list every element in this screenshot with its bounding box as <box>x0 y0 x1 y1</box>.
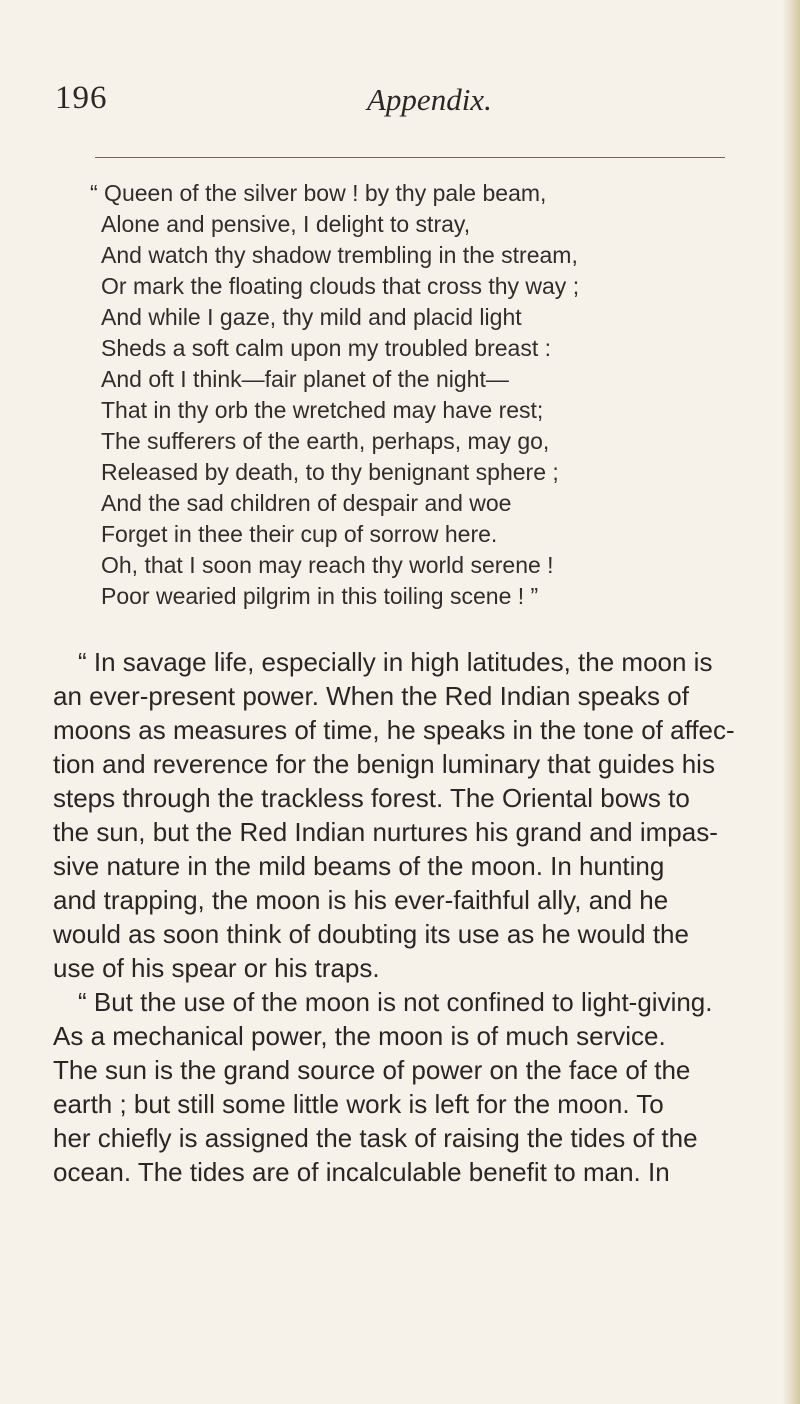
paragraph-line: the sun, but the Red Indian nurtures his grand and impas- <box>53 817 718 847</box>
header-rule <box>95 157 725 158</box>
page-number: 196 <box>55 80 108 116</box>
poem-line: Alone and pensive, I delight to stray, <box>101 211 471 237</box>
paragraph-line: would as soon think of doubting its use as he would the <box>53 919 689 949</box>
paragraph <box>53 985 768 1189</box>
paragraph-line: steps through the trackless forest. The Oriental bows to <box>53 783 690 813</box>
paragraph-line: her chiefly is assigned the task of raising the tides of the <box>53 1123 698 1153</box>
poem-line: “ Queen of the silver bow ! by thy pale beam, <box>90 180 547 206</box>
paragraph-line: sive nature in the mild beams of the moon. In hunting <box>53 851 665 881</box>
poem-block <box>90 178 730 612</box>
poem-line: Forget in thee their cup of sorrow here. <box>101 521 498 547</box>
paragraph-line: “ In savage life, especially in high latitudes, the moon is <box>78 647 713 677</box>
poem-line: And the sad children of despair and woe <box>101 490 512 516</box>
paragraph-line: and trapping, the moon is his ever-faithful ally, and he <box>53 885 669 915</box>
paragraph-line: use of his spear or his traps. <box>53 953 380 983</box>
poem-line: And watch thy shadow trembling in the stream, <box>101 242 578 268</box>
poem-line: Oh, that I soon may reach thy world serene ! <box>101 552 554 578</box>
paragraph <box>53 645 768 985</box>
paragraph-line: an ever-present power. When the Red Indian speaks of <box>53 681 689 711</box>
poem-line: Released by death, to thy benignant sphere ; <box>101 459 559 485</box>
paragraph-line: tion and reverence for the benign luminary that guides his <box>53 749 715 779</box>
paragraph-line: moons as measures of time, he speaks in the tone of affec- <box>53 715 735 745</box>
prose-block <box>53 645 768 1189</box>
poem-line: And while I gaze, thy mild and placid light <box>101 304 522 330</box>
poem-line: That in thy orb the wretched may have rest; <box>101 397 544 423</box>
paragraph-line: The sun is the grand source of power on the face of the <box>53 1055 691 1085</box>
page-edge-shadow <box>782 0 800 1404</box>
paragraph-line: ocean. The tides are of incalculable benefit to man. In <box>53 1157 670 1187</box>
paragraph-line: “ But the use of the moon is not confined to light-giving. <box>78 987 713 1017</box>
running-head: Appendix. <box>367 82 492 117</box>
poem-line: Sheds a soft calm upon my troubled breast : <box>101 335 552 361</box>
paragraph-line: earth ; but still some little work is left for the moon. To <box>53 1089 664 1119</box>
page-header <box>55 80 745 130</box>
poem-line: Or mark the floating clouds that cross thy way ; <box>101 273 580 299</box>
poem-line: And oft I think—fair planet of the night— <box>101 366 509 392</box>
poem-line: The sufferers of the earth, perhaps, may go, <box>101 428 550 454</box>
paragraph-line: As a mechanical power, the moon is of much service. <box>53 1021 666 1051</box>
poem-line: Poor wearied pilgrim in this toiling scene ! ” <box>101 583 539 609</box>
